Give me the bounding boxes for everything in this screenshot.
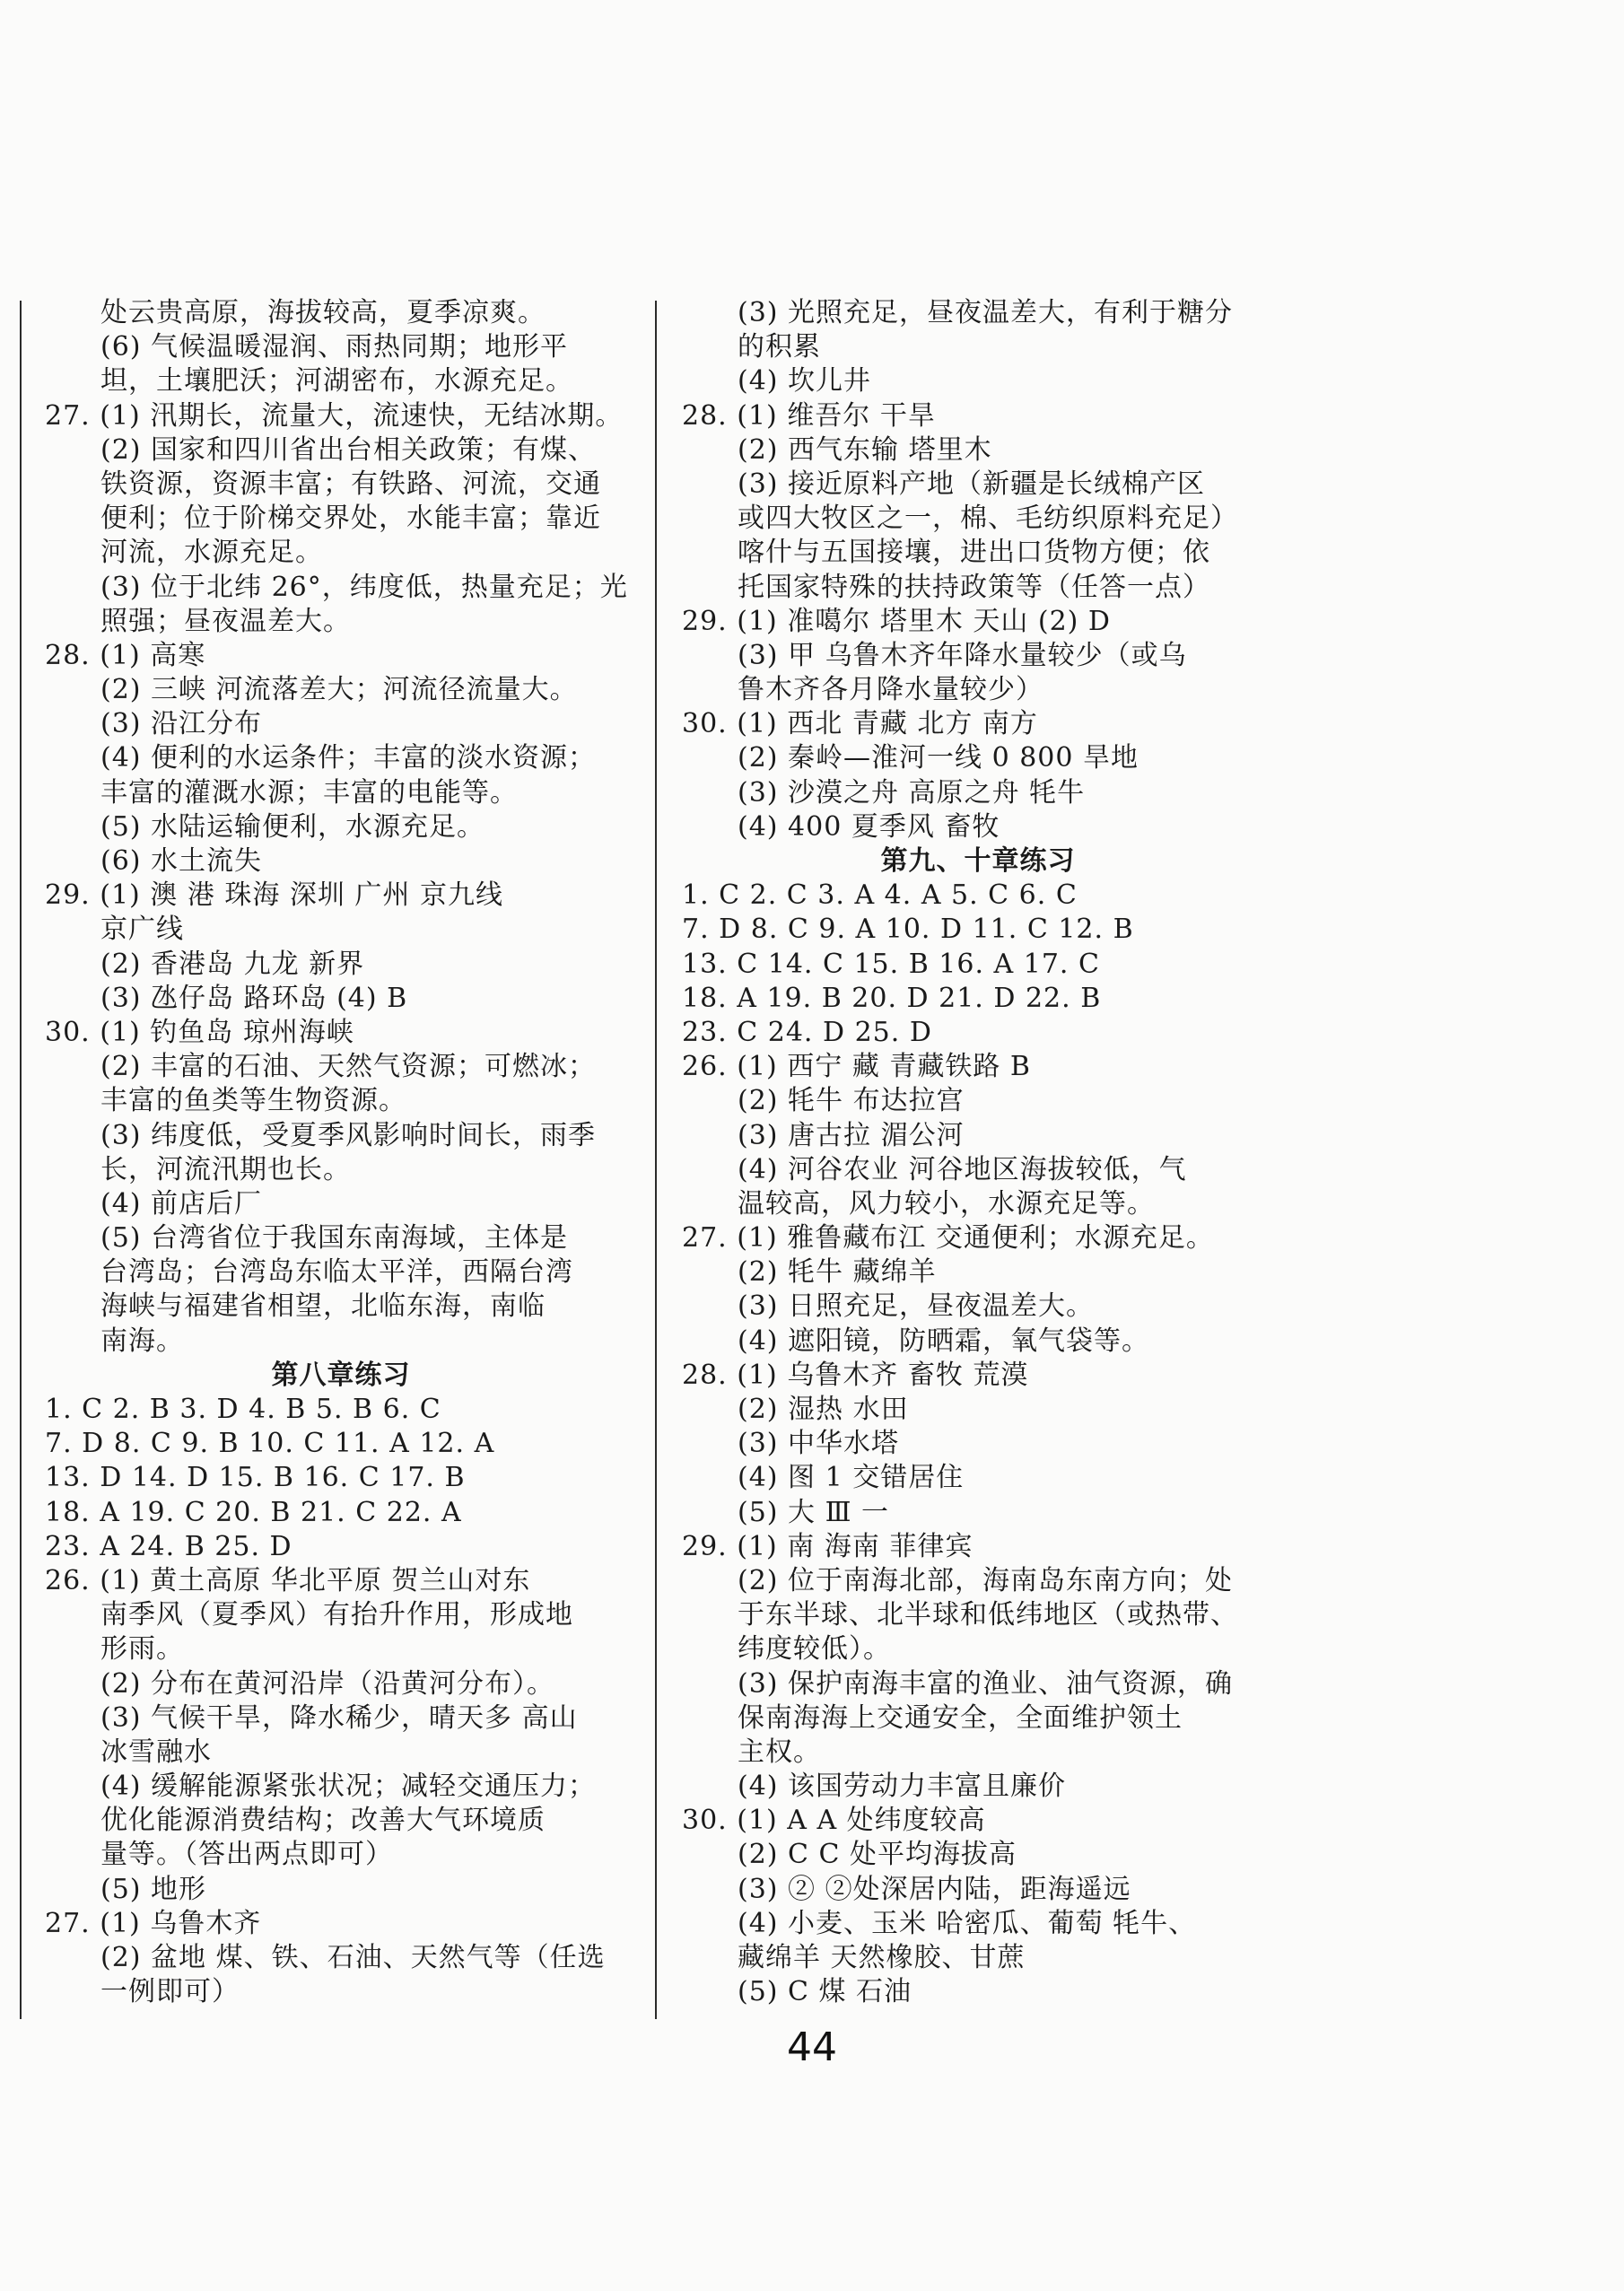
- answer-line: 京广线: [45, 914, 184, 946]
- answer-line: (5) 水陆运输便利，水源充足。: [45, 810, 485, 843]
- answer-line: (4) 缓解能源紧张状况；减轻交通压力；: [45, 1771, 597, 1803]
- right-answer-column: [682, 296, 1274, 2009]
- answer-line: (3) ② ②处深居内陆，距海遥远: [682, 1873, 1131, 1905]
- answer-line: (3) 氹仔岛 路环岛 (4) B: [45, 982, 408, 1014]
- answer-line: 30. (1) 西北 青藏 北方 南方: [682, 708, 1038, 740]
- answer-line: (5) C 煤 石油: [682, 1976, 912, 2008]
- answer-line: 26. (1) 黄土高原 华北平原 贺兰山对东: [45, 1564, 531, 1596]
- answer-line: 18. A 19. B 20. D 21. D 22. B: [682, 982, 1102, 1014]
- answer-line: (2) 位于南海北部，海南岛东南方向；处: [682, 1564, 1234, 1596]
- answer-line: 27. (1) 汛期长，流量大，流速快，无结冰期。: [45, 399, 624, 432]
- answer-line: (4) 河谷农业 河谷地区海拔较低，气: [682, 1153, 1187, 1185]
- answer-line: 30. (1) A A 处纬度较高: [682, 1805, 986, 1837]
- answer-line: (6) 气候温暖湿润、雨热同期；地形平: [45, 331, 569, 363]
- answer-line: 1. C 2. C 3. A 4. A 5. C 6. C: [682, 879, 1078, 912]
- answer-line: (3) 保护南海丰富的渔业、油气资源，确: [682, 1667, 1234, 1700]
- answer-line: 13. C 14. C 15. B 16. A 17. C: [682, 948, 1100, 980]
- answer-line: 26. (1) 西宁 藏 青藏铁路 B: [682, 1051, 1031, 1083]
- answer-line: (3) 沙漠之舟 高原之舟 牦牛: [682, 776, 1086, 809]
- answer-line: (3) 光照充足，昼夜温差大，有利于糖分: [682, 297, 1234, 328]
- left-margin-rule: [20, 301, 22, 2019]
- answer-line: 13. D 14. D 15. B 16. C 17. B: [45, 1462, 466, 1494]
- answer-line: 23. A 24. B 25. D: [45, 1530, 292, 1562]
- section-heading: 第九、十章练习: [880, 845, 1076, 877]
- answer-line: 28. (1) 维吾尔 干旱: [682, 399, 936, 432]
- answer-line: (4) 图 1 交错居住: [682, 1462, 965, 1494]
- answer-line: 托国家特殊的扶持政策等（任答一点）: [682, 571, 1210, 603]
- answer-line: (3) 接近原料产地（新疆是长绒棉产区: [682, 468, 1206, 500]
- answer-line: (2) 盆地 煤、铁、石油、天然气等（任选: [45, 1942, 606, 1974]
- answer-line: (2) 秦岭—淮河一线 0 800 旱地: [682, 742, 1139, 774]
- answer-line: 照强；昼夜温差大。: [45, 605, 351, 637]
- answer-line: 29. (1) 准噶尔 塔里木 天山 (2) D: [682, 605, 1111, 637]
- answer-line: 主权。: [682, 1736, 821, 1768]
- answer-line: (3) 沿江分布: [45, 708, 263, 740]
- answer-line: 优化能源消费结构；改善大气环境质: [45, 1805, 546, 1837]
- answer-line: (3) 纬度低，受夏季风影响时间长，雨季: [45, 1119, 597, 1151]
- answer-line: (2) 香港岛 九龙 新界: [45, 948, 365, 980]
- answer-line: 坦，土壤肥沃；河湖密布，水源充足。: [45, 365, 573, 398]
- answer-line: (2) 丰富的石油、天然气资源；可燃冰；: [45, 1051, 597, 1083]
- answer-line: 28. (1) 高寒: [45, 639, 206, 671]
- answer-line: 冰雪融水: [45, 1736, 212, 1768]
- answer-line: (3) 日照充足，昼夜温差大。: [682, 1290, 1095, 1323]
- answer-line: 7. D 8. C 9. A 10. D 11. C 12. B: [682, 914, 1134, 946]
- answer-line: (3) 唐古拉 湄公河: [682, 1119, 965, 1151]
- answer-line: (2) 湿热 水田: [682, 1394, 909, 1426]
- answer-line: (4) 前店后厂: [45, 1187, 263, 1220]
- answer-line: 长，河流汛期也长。: [45, 1153, 351, 1185]
- answer-line: (5) 地形: [45, 1873, 207, 1905]
- answer-line: 鲁木齐各月降水量较少）: [682, 674, 1043, 706]
- answer-line: 29. (1) 澳 港 珠海 深圳 广州 京九线: [45, 879, 503, 912]
- answer-line: (2) 西气东输 塔里木: [682, 433, 992, 466]
- section-heading: 第八章练习: [271, 1359, 411, 1391]
- answer-line: (3) 位于北纬 26°，纬度低，热量充足；光: [45, 571, 628, 603]
- answer-line: 保南海海上交通安全，全面维护领土: [682, 1701, 1183, 1734]
- answer-line: 纬度较低）。: [682, 1633, 891, 1666]
- center-column-rule: [655, 301, 657, 2019]
- answer-line: (2) 三峡 河流落差大；河流径流量大。: [45, 674, 578, 706]
- answer-line: 的积累: [682, 331, 821, 363]
- answer-line: 或四大牧区之一，棉、毛纺织原料充足）: [682, 503, 1238, 535]
- left-answer-column: [45, 296, 637, 2009]
- answer-line: 27. (1) 雅鲁藏布江 交通便利；水源充足。: [682, 1222, 1214, 1255]
- answer-line: (2) 牦牛 藏绵羊: [682, 1256, 937, 1289]
- answer-line: 于东半球、北半球和低纬地区（或热带、: [682, 1599, 1238, 1631]
- answer-line: (6) 水土流失: [45, 845, 263, 877]
- answer-line: 23. C 24. D 25. D: [682, 1016, 932, 1048]
- answer-line: (2) C C 处平均海拔高: [682, 1839, 1017, 1871]
- answer-line: 台湾岛；台湾岛东临太平洋，西隔台湾: [45, 1256, 573, 1289]
- answer-line: 7. D 8. C 9. B 10. C 11. A 12. A: [45, 1428, 495, 1460]
- answer-line: 丰富的灌溉水源；丰富的电能等。: [45, 776, 518, 809]
- answer-line: (5) 台湾省位于我国东南海域，主体是: [45, 1222, 569, 1255]
- answer-line: 南海。: [45, 1325, 184, 1357]
- answer-line: 28. (1) 乌鲁木齐 畜牧 荒漠: [682, 1359, 1029, 1391]
- answer-line: (4) 遮阳镜，防晒霜，氧气袋等。: [682, 1325, 1150, 1357]
- answer-line: 便利；位于阶梯交界处，水能丰富；靠近: [45, 503, 601, 535]
- answer-line: (4) 坎儿井: [682, 365, 872, 398]
- answer-line: 18. A 19. C 20. B 21. C 22. A: [45, 1496, 462, 1528]
- answer-line: 1. C 2. B 3. D 4. B 5. B 6. C: [45, 1394, 441, 1426]
- answer-line: (3) 中华水塔: [682, 1428, 900, 1460]
- answer-line: (4) 小麦、玉米 哈密瓜、葡萄 牦牛、: [682, 1907, 1197, 1939]
- answer-line: (4) 400 夏季风 畜牧: [682, 810, 1000, 843]
- answer-line: 29. (1) 南 海南 菲律宾: [682, 1530, 974, 1562]
- answer-line: (5) 大 Ⅲ 一: [682, 1496, 890, 1528]
- answer-line: 南季风（夏季风）有抬升作用，形成地: [45, 1599, 573, 1631]
- page-number: 44: [787, 2024, 837, 2070]
- answer-line: (4) 便利的水运条件；丰富的淡水资源；: [45, 742, 597, 774]
- answer-line: (4) 该国劳动力丰富且廉价: [682, 1771, 1067, 1803]
- answer-line: 河流，水源充足。: [45, 537, 323, 569]
- answer-line: 一例即可）: [45, 1976, 240, 2008]
- answer-line: 30. (1) 钓鱼岛 琼州海峡: [45, 1016, 354, 1048]
- answer-line: (3) 气候干旱，降水稀少，晴天多 高山: [45, 1701, 578, 1734]
- answer-line: (2) 国家和四川省出台相关政策；有煤、: [45, 433, 597, 466]
- answer-line: 喀什与五国接壤，进出口货物方便；依: [682, 537, 1210, 569]
- answer-line: 藏绵羊 天然橡胶、甘蔗: [682, 1942, 1026, 1974]
- answer-line: 丰富的鱼类等生物资源。: [45, 1085, 406, 1117]
- answer-line: 27. (1) 乌鲁木齐: [45, 1907, 262, 1939]
- answer-line: (2) 牦牛 布达拉宫: [682, 1085, 965, 1117]
- answer-line: 处云贵高原，海拔较高，夏季凉爽。: [45, 297, 546, 328]
- answer-line: 温较高，风力较小，水源充足等。: [682, 1187, 1155, 1220]
- answer-line: 铁资源，资源丰富；有铁路、河流，交通: [45, 468, 601, 500]
- answer-line: 量等。（答出两点即可）: [45, 1839, 393, 1871]
- answer-line: 海峡与福建省相望，北临东海，南临: [45, 1290, 546, 1323]
- answer-line: (2) 分布在黄河沿岸（沿黄河分布）。: [45, 1667, 555, 1700]
- answer-line: 形雨。: [45, 1633, 184, 1666]
- answer-line: (3) 甲 乌鲁木齐年降水量较少（或乌: [682, 639, 1187, 671]
